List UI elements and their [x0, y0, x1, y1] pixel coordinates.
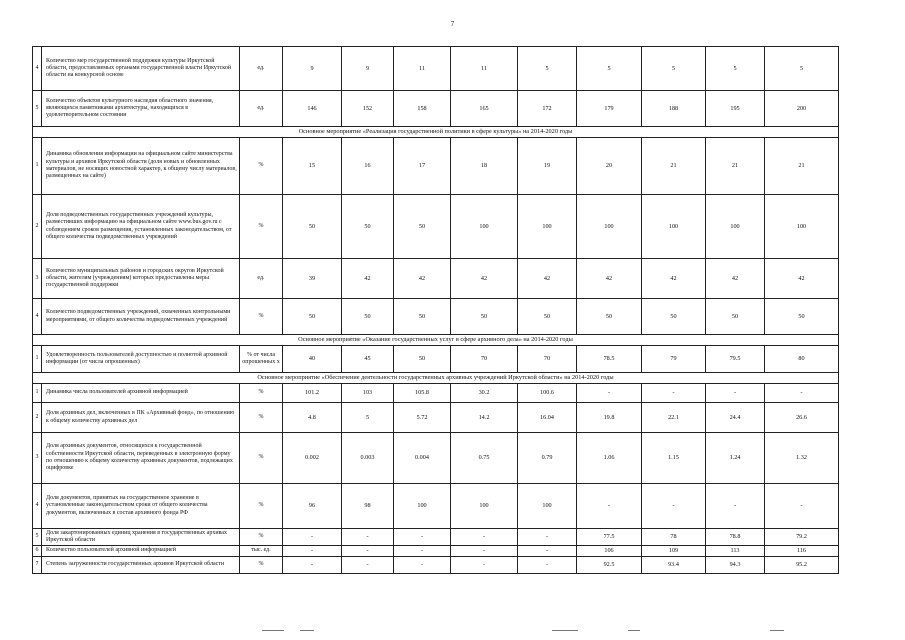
value-cell: -	[394, 529, 451, 546]
value-cell: -	[518, 546, 577, 557]
value-cell: 100	[451, 484, 518, 529]
value-cell: 21	[642, 138, 706, 195]
value-cell: 19	[518, 138, 577, 195]
unit-cell: %	[240, 433, 283, 484]
value-cell: 18	[451, 138, 518, 195]
unit-cell: тыс. ед.	[240, 546, 283, 557]
value-cell: 146	[283, 91, 342, 127]
value-cell: 5	[577, 47, 642, 91]
unit-cell: %	[240, 484, 283, 529]
unit-cell: % от числа опрошенных х	[240, 346, 283, 373]
value-cell: 45	[342, 346, 394, 373]
value-cell: 42	[765, 259, 839, 299]
table-row	[33, 346, 839, 373]
footer-marks	[0, 630, 905, 636]
value-cell: 42	[518, 259, 577, 299]
value-cell: 50	[577, 299, 642, 335]
value-cell: 11	[394, 47, 451, 91]
row-number: 3	[33, 259, 42, 299]
value-cell: 79	[642, 346, 706, 373]
value-cell: 1.06	[577, 433, 642, 484]
indicator-name: Степень загруженности государственных архивов Иркутской области	[42, 557, 240, 574]
value-cell: 11	[451, 47, 518, 91]
row-number: 3	[33, 433, 42, 484]
value-cell: 1.15	[642, 433, 706, 484]
unit-cell: %	[240, 403, 283, 433]
row-number: 2	[33, 195, 42, 259]
table-row	[33, 557, 839, 574]
value-cell: 70	[518, 346, 577, 373]
value-cell: 50	[518, 299, 577, 335]
value-cell: 78.8	[706, 529, 765, 546]
value-cell: 106	[577, 546, 642, 557]
value-cell: 24.4	[706, 403, 765, 433]
row-number: 4	[33, 299, 42, 335]
value-cell: 42	[394, 259, 451, 299]
row-number: 1	[33, 138, 42, 195]
value-cell: -	[342, 529, 394, 546]
indicator-name: Динамика числа пользователей архивной информацией	[42, 384, 240, 403]
value-cell: -	[642, 384, 706, 403]
value-cell: 172	[518, 91, 577, 127]
value-cell: -	[451, 546, 518, 557]
value-cell: 50	[451, 299, 518, 335]
indicator-name: Количество муниципальных районов и городских округов Иркутской области, жителям (учреждениям) которых предоставлены меры государственной поддержки	[42, 259, 240, 299]
value-cell: 5	[765, 47, 839, 91]
value-cell: 0.79	[518, 433, 577, 484]
value-cell: -	[706, 484, 765, 529]
value-cell: 79.5	[706, 346, 765, 373]
value-cell: -	[577, 484, 642, 529]
unit-cell: ед.	[240, 91, 283, 127]
value-cell: 1.24	[706, 433, 765, 484]
table-row	[33, 529, 839, 546]
value-cell: -	[518, 529, 577, 546]
row-number: 6	[33, 546, 42, 557]
value-cell: 100	[451, 195, 518, 259]
value-cell: 0.002	[283, 433, 342, 484]
value-cell: -	[283, 557, 342, 574]
value-cell: 5.72	[394, 403, 451, 433]
value-cell: 78.5	[577, 346, 642, 373]
value-cell: 1.32	[765, 433, 839, 484]
value-cell: 5	[342, 403, 394, 433]
indicator-name: Доля архивных документов, относящихся к государственной собственности Иркутской области, переведенных в электронную форму по отношению к общему количеству архивных документов, подлежащих оцифровке	[42, 433, 240, 484]
indicators-table	[32, 46, 839, 574]
table-row	[33, 433, 839, 484]
value-cell: 42	[577, 259, 642, 299]
value-cell: 113	[706, 546, 765, 557]
value-cell: 21	[765, 138, 839, 195]
unit-cell: %	[240, 195, 283, 259]
value-cell: 100	[706, 195, 765, 259]
value-cell: 0.003	[342, 433, 394, 484]
page-number: 7	[450, 20, 455, 28]
value-cell: 179	[577, 91, 642, 127]
unit-cell: %	[240, 529, 283, 546]
value-cell: 39	[283, 259, 342, 299]
unit-cell: %	[240, 299, 283, 335]
value-cell: 50	[283, 299, 342, 335]
table-row	[33, 138, 839, 195]
row-number: 4	[33, 47, 42, 91]
value-cell: 21	[706, 138, 765, 195]
value-cell: 195	[706, 91, 765, 127]
value-cell: -	[342, 557, 394, 574]
table-row	[33, 384, 839, 403]
section-row	[33, 127, 839, 138]
indicator-name: Динамика обновления информации на официальном сайте министерства культуры и архивов Иркутской области (доля новых и обновленных материалов, не носящих новостной характер, к общему числу материалов, размещенных на сайте)	[42, 138, 240, 195]
section-title: Основное мероприятие «Оказание государственных услуг в сфере архивного дела» на 2014-2020 годы	[33, 335, 839, 346]
value-cell: -	[342, 546, 394, 557]
value-cell: 101.2	[283, 384, 342, 403]
value-cell: -	[642, 484, 706, 529]
value-cell: 50	[706, 299, 765, 335]
value-cell: 109	[642, 546, 706, 557]
value-cell: 152	[342, 91, 394, 127]
table-row	[33, 546, 839, 557]
table-row	[33, 91, 839, 127]
value-cell: 42	[706, 259, 765, 299]
value-cell: 70	[451, 346, 518, 373]
value-cell: 96	[283, 484, 342, 529]
value-cell: 100	[642, 195, 706, 259]
value-cell: -	[577, 384, 642, 403]
value-cell: 0.004	[394, 433, 451, 484]
value-cell: 9	[342, 47, 394, 91]
value-cell: -	[451, 529, 518, 546]
value-cell: 40	[283, 346, 342, 373]
row-number: 2	[33, 403, 42, 433]
indicator-name: Доля подведомственных государственных учреждений культуры, разместивших информацию на официальном сайте www.bus.gov.ru с соблюдением сроков размещения, установленных законодательством, от общего количества подведомственных учреждений	[42, 195, 240, 259]
value-cell: 100	[577, 195, 642, 259]
section-title: Основное мероприятие «Обеспечение деятельности государственных архивных учреждений Иркутской области» на 2014-2020 годы	[33, 373, 839, 384]
indicator-name: Количество мер государственной поддержки культуры Иркутской области, предоставляемых органами государственной власти Иркутской области на конкурсной основе	[42, 47, 240, 91]
value-cell: 17	[394, 138, 451, 195]
value-cell: 50	[394, 346, 451, 373]
section-title: Основное мероприятие «Реализация государственной политики в сфере культуры» на 2014-2020 годы	[33, 127, 839, 138]
value-cell: 100	[394, 484, 451, 529]
row-number: 1	[33, 384, 42, 403]
value-cell: 100.6	[518, 384, 577, 403]
value-cell: -	[765, 384, 839, 403]
row-number: 1	[33, 346, 42, 373]
value-cell: -	[451, 557, 518, 574]
row-number: 4	[33, 484, 42, 529]
value-cell: 188	[642, 91, 706, 127]
table-row	[33, 403, 839, 433]
value-cell: 16	[342, 138, 394, 195]
value-cell: 19.8	[577, 403, 642, 433]
value-cell: -	[283, 529, 342, 546]
indicator-name: Доля документов, принятых на государственное хранение в установленные законодательством сроки от общего количества документов, включенных в состав архивного фонда РФ	[42, 484, 240, 529]
value-cell: 95.2	[765, 557, 839, 574]
indicator-name: Удовлетворенность пользователей доступностью и полнотой архивной информации (от числа опрошенных)	[42, 346, 240, 373]
value-cell: 92.5	[577, 557, 642, 574]
value-cell: 100	[518, 195, 577, 259]
value-cell: 116	[765, 546, 839, 557]
value-cell: 94.3	[706, 557, 765, 574]
value-cell: 30.2	[451, 384, 518, 403]
value-cell: 100	[518, 484, 577, 529]
value-cell: 42	[642, 259, 706, 299]
row-number: 5	[33, 529, 42, 546]
table-row	[33, 299, 839, 335]
section-row	[33, 373, 839, 384]
unit-cell: %	[240, 384, 283, 403]
value-cell: -	[283, 546, 342, 557]
value-cell: 16.04	[518, 403, 577, 433]
value-cell: 15	[283, 138, 342, 195]
row-number: 7	[33, 557, 42, 574]
value-cell: 200	[765, 91, 839, 127]
value-cell: 80	[765, 346, 839, 373]
value-cell: 98	[342, 484, 394, 529]
indicator-name: Количество пользователей архивной информацией	[42, 546, 240, 557]
value-cell: 22.1	[642, 403, 706, 433]
value-cell: 5	[642, 47, 706, 91]
value-cell: 50	[394, 195, 451, 259]
value-cell: 105.8	[394, 384, 451, 403]
indicator-name: Количество объектов культурного наследия областного значения, являющихся памятниками архитектуры, находящихся в удовлетворительном состоянии	[42, 91, 240, 127]
table-row	[33, 195, 839, 259]
value-cell: 5	[518, 47, 577, 91]
value-cell: 79.2	[765, 529, 839, 546]
value-cell: -	[518, 557, 577, 574]
table-row	[33, 47, 839, 91]
value-cell: 93.4	[642, 557, 706, 574]
value-cell: 78	[642, 529, 706, 546]
value-cell: 9	[283, 47, 342, 91]
value-cell: 103	[342, 384, 394, 403]
value-cell: 5	[706, 47, 765, 91]
value-cell: 158	[394, 91, 451, 127]
table-row	[33, 259, 839, 299]
value-cell: -	[765, 484, 839, 529]
value-cell: 26.6	[765, 403, 839, 433]
value-cell: -	[394, 546, 451, 557]
value-cell: 100	[765, 195, 839, 259]
value-cell: 165	[451, 91, 518, 127]
unit-cell: %	[240, 557, 283, 574]
value-cell: 0.75	[451, 433, 518, 484]
value-cell: -	[394, 557, 451, 574]
value-cell: 50	[283, 195, 342, 259]
indicator-name: Количество подведомственных учреждений, охваченных контрольными мероприятиями, от общего количества подведомственных учреждений	[42, 299, 240, 335]
value-cell: 50	[642, 299, 706, 335]
unit-cell: ед.	[240, 259, 283, 299]
value-cell: 42	[342, 259, 394, 299]
value-cell: 50	[342, 195, 394, 259]
value-cell: 4.8	[283, 403, 342, 433]
value-cell: 77.5	[577, 529, 642, 546]
value-cell: 14.2	[451, 403, 518, 433]
indicator-name: Доля закартонированных единиц хранения в государственных архивах Иркутской области	[42, 529, 240, 546]
value-cell: 42	[451, 259, 518, 299]
indicator-name: Доля архивных дел, включенных в ПК «Архивный фонд», по отношению к общему количеству архивных дел	[42, 403, 240, 433]
value-cell: -	[706, 384, 765, 403]
table-row	[33, 484, 839, 529]
value-cell: 50	[342, 299, 394, 335]
unit-cell: %	[240, 138, 283, 195]
section-row	[33, 335, 839, 346]
unit-cell: ед.	[240, 47, 283, 91]
value-cell: 50	[765, 299, 839, 335]
value-cell: 50	[394, 299, 451, 335]
row-number: 5	[33, 91, 42, 127]
value-cell: 20	[577, 138, 642, 195]
